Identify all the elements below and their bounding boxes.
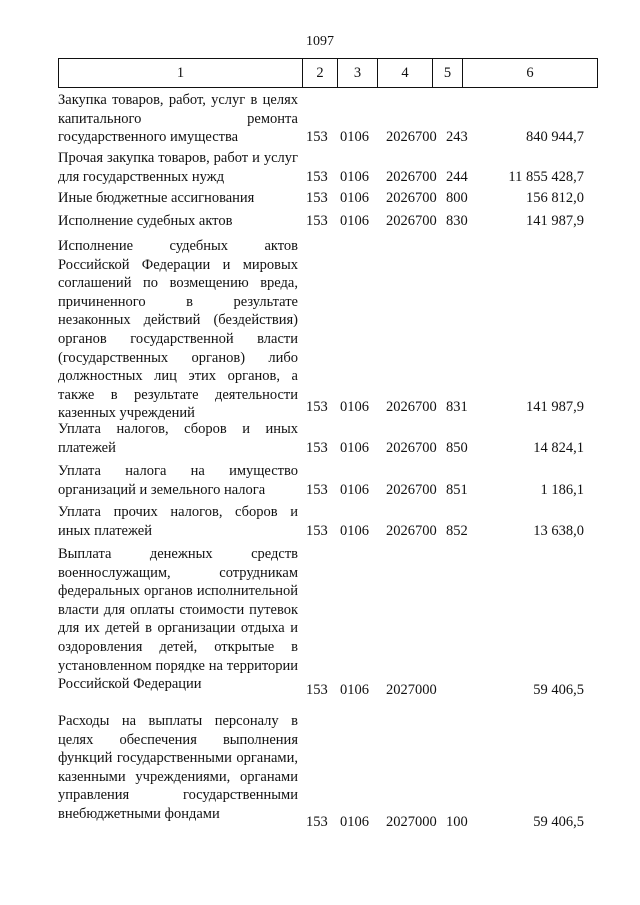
row-amount: 141 987,9 bbox=[526, 213, 584, 230]
table-row bbox=[58, 149, 598, 187]
row-code-col4: 2026700 bbox=[386, 440, 437, 457]
row-description: Прочая закупка товаров, работ и услуг для государственных нужд bbox=[58, 150, 298, 185]
header-col-6: 6 bbox=[462, 59, 597, 87]
row-amount: 840 944,7 bbox=[526, 129, 584, 146]
header-col-3: 3 bbox=[337, 59, 377, 87]
row-amount: 141 987,9 bbox=[526, 399, 584, 416]
table-row bbox=[58, 189, 598, 208]
row-description: Выплата денежных средств военнослужащим, сотрудникам федеральных органов исполнительной власти для оплаты стоимости путевок для их детей в организации отдыха и оздоровления детей, открытые в установленном порядке на территории Российской Федерации bbox=[58, 546, 298, 693]
header-col-5: 5 bbox=[432, 59, 462, 87]
row-description: Расходы на выплаты персоналу в целях обеспечения выполнения функций государственными органами, казенными учреждениями, органами управления государственными внебюджетными фондами bbox=[58, 713, 298, 822]
row-code-col5: 830 bbox=[446, 213, 468, 230]
row-code-col5: 831 bbox=[446, 399, 468, 416]
row-code-col4: 2026700 bbox=[386, 190, 437, 207]
row-code-col5: 100 bbox=[446, 814, 468, 831]
row-amount: 1 186,1 bbox=[540, 482, 584, 499]
row-description: Уплата налогов, сборов и иных платежей bbox=[58, 421, 298, 456]
row-code-col5: 800 bbox=[446, 190, 468, 207]
row-code-col2: 153 bbox=[306, 169, 328, 186]
row-code-col4: 2026700 bbox=[386, 399, 437, 416]
row-code-col2: 153 bbox=[306, 523, 328, 540]
row-code-col2: 153 bbox=[306, 129, 328, 146]
row-description: Уплата прочих налогов, сборов и иных платежей bbox=[58, 504, 298, 539]
row-code-col3: 0106 bbox=[340, 169, 369, 186]
row-code-col5: 852 bbox=[446, 523, 468, 540]
table-header bbox=[58, 58, 598, 88]
row-code-col3: 0106 bbox=[340, 399, 369, 416]
row-code-col3: 0106 bbox=[340, 482, 369, 499]
table-row bbox=[58, 237, 598, 422]
row-code-col3: 0106 bbox=[340, 682, 369, 699]
row-amount: 11 855 428,7 bbox=[508, 169, 584, 186]
row-code-col3: 0106 bbox=[340, 213, 369, 230]
header-col-2: 2 bbox=[302, 59, 337, 87]
row-code-col4: 2026700 bbox=[386, 129, 437, 146]
row-code-col2: 153 bbox=[306, 399, 328, 416]
row-code-col5: 851 bbox=[446, 482, 468, 499]
row-amount: 13 638,0 bbox=[533, 523, 584, 540]
row-amount: 59 406,5 bbox=[533, 814, 584, 831]
row-code-col4: 2027000 bbox=[386, 814, 437, 831]
row-code-col2: 153 bbox=[306, 213, 328, 230]
row-code-col3: 0106 bbox=[340, 814, 369, 831]
row-description: Иные бюджетные ассигнования bbox=[58, 190, 255, 206]
row-code-col4: 2026700 bbox=[386, 523, 437, 540]
row-code-col3: 0106 bbox=[340, 523, 369, 540]
table-row bbox=[58, 712, 598, 832]
table-row bbox=[58, 462, 598, 500]
table-row bbox=[58, 545, 598, 700]
table-row bbox=[58, 212, 598, 231]
row-code-col3: 0106 bbox=[340, 440, 369, 457]
row-amount: 14 824,1 bbox=[533, 440, 584, 457]
row-amount: 59 406,5 bbox=[533, 682, 584, 699]
row-code-col2: 153 bbox=[306, 482, 328, 499]
header-col-1: 1 bbox=[176, 64, 185, 81]
table-row bbox=[58, 420, 598, 458]
row-code-col4: 2026700 bbox=[386, 213, 437, 230]
row-code-col4: 2027000 bbox=[386, 682, 437, 699]
row-description: Исполнение судебных актов Российской Федерации и мировых соглашений по возмещению вреда, причиненного в результате незаконных действий (бездействия) органов государственной власти (государственных органов) либо должностных лиц этих органов, а также в результате деятельности казенных учреждений bbox=[58, 238, 298, 422]
row-code-col2: 153 bbox=[306, 814, 328, 831]
row-code-col5: 850 bbox=[446, 440, 468, 457]
row-code-col2: 153 bbox=[306, 682, 328, 699]
table-row bbox=[58, 503, 598, 541]
row-code-col3: 0106 bbox=[340, 190, 369, 207]
row-amount: 156 812,0 bbox=[526, 190, 584, 207]
row-code-col4: 2026700 bbox=[386, 482, 437, 499]
row-code-col5: 243 bbox=[446, 129, 468, 146]
row-description: Исполнение судебных актов bbox=[58, 213, 233, 229]
header-col-4: 4 bbox=[377, 59, 432, 87]
table-row bbox=[58, 91, 598, 147]
row-code-col2: 153 bbox=[306, 440, 328, 457]
row-description: Закупка товаров, работ, услуг в целях капитального ремонта государственного имущества bbox=[58, 92, 298, 146]
row-description: Уплата налога на имущество организаций и земельного налога bbox=[58, 463, 298, 498]
row-code-col2: 153 bbox=[306, 190, 328, 207]
row-code-col3: 0106 bbox=[340, 129, 369, 146]
page-number: 1097 bbox=[306, 34, 334, 49]
row-code-col5: 244 bbox=[446, 169, 468, 186]
row-code-col4: 2026700 bbox=[386, 169, 437, 186]
